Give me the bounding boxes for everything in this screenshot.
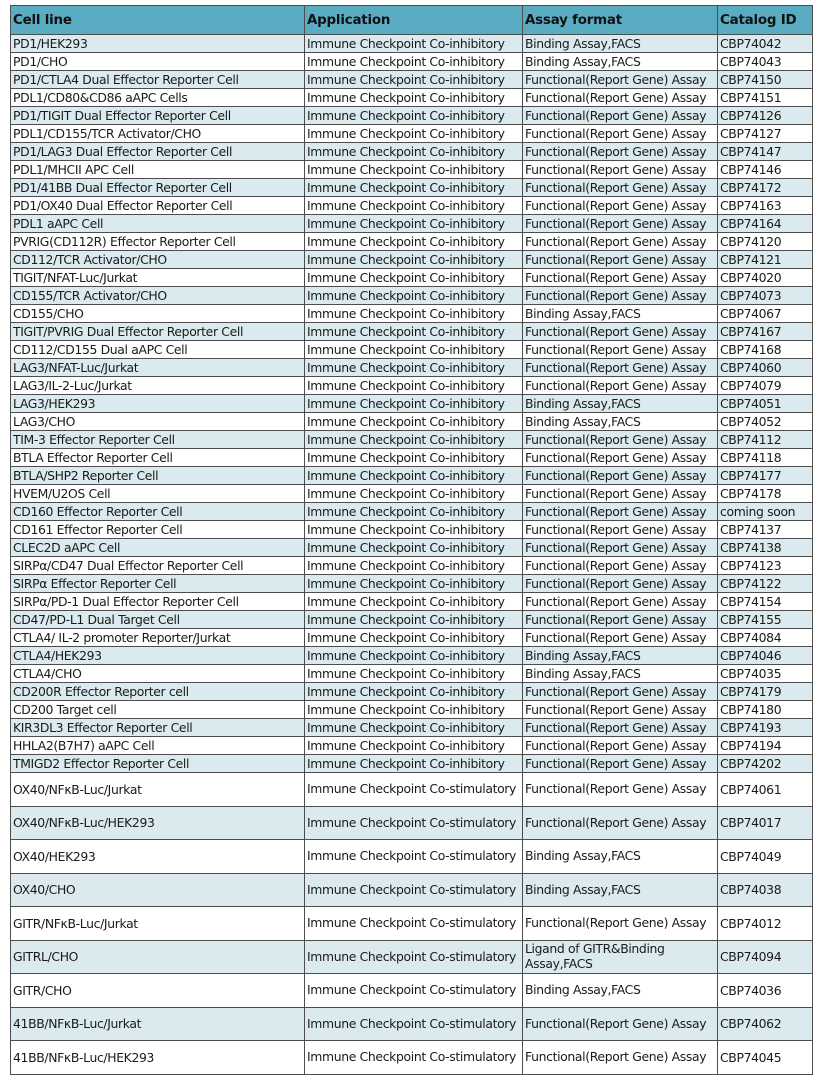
catalog-id-cell: CBP74178 — [718, 485, 813, 503]
cell-line-cell: CTLA4/CHO — [11, 665, 305, 683]
assay-format-cell: Functional(Report Gene) Assay — [523, 161, 718, 179]
assay-format-cell: Functional(Report Gene) Assay — [523, 737, 718, 755]
table-row — [11, 557, 813, 575]
assay-format-cell: Functional(Report Gene) Assay — [523, 359, 718, 377]
table-body — [11, 35, 813, 1075]
cell-line-cell: CD161 Effector Reporter Cell — [11, 521, 305, 539]
assay-format-cell: Functional(Report Gene) Assay — [523, 683, 718, 701]
catalog-id-cell: CBP74121 — [718, 251, 813, 269]
table-row — [11, 251, 813, 269]
catalog-id-cell: CBP74020 — [718, 269, 813, 287]
table-row — [11, 665, 813, 683]
application-cell: Immune Checkpoint Co-stimulatory — [305, 806, 523, 840]
cell-line-cell: SIRPα Effector Reporter Cell — [11, 575, 305, 593]
cell-line-cell: 41BB/NFκB-Luc/HEK293 — [11, 1041, 305, 1075]
catalog-id-cell: CBP74164 — [718, 215, 813, 233]
assay-format-cell: Functional(Report Gene) Assay — [523, 1041, 718, 1075]
application-cell: Immune Checkpoint Co-inhibitory — [305, 521, 523, 539]
catalog-id-cell: CBP74049 — [718, 840, 813, 874]
table-row — [11, 873, 813, 907]
table-row — [11, 431, 813, 449]
catalog-id-cell: CBP74138 — [718, 539, 813, 557]
table-row — [11, 521, 813, 539]
table-row — [11, 143, 813, 161]
table-row — [11, 395, 813, 413]
table-row — [11, 755, 813, 773]
application-cell: Immune Checkpoint Co-stimulatory — [305, 1007, 523, 1041]
header-catalog-id: Catalog ID — [718, 6, 813, 35]
table-row — [11, 1041, 813, 1075]
catalog-id-cell: CBP74118 — [718, 449, 813, 467]
catalog-id-cell: CBP74154 — [718, 593, 813, 611]
cell-line-cell: CD200 Target cell — [11, 701, 305, 719]
catalog-id-cell: CBP74094 — [718, 940, 813, 974]
catalog-id-cell: CBP74123 — [718, 557, 813, 575]
table-row — [11, 629, 813, 647]
assay-format-cell: Functional(Report Gene) Assay — [523, 269, 718, 287]
application-cell: Immune Checkpoint Co-inhibitory — [305, 575, 523, 593]
table-row — [11, 485, 813, 503]
header-application: Application — [305, 6, 523, 35]
cell-line-cell: CD200R Effector Reporter cell — [11, 683, 305, 701]
cell-line-cell: PD1/HEK293 — [11, 35, 305, 53]
catalog-id-cell: CBP74038 — [718, 873, 813, 907]
cell-line-cell: PDL1/CD155/TCR Activator/CHO — [11, 125, 305, 143]
catalog-id-cell: CBP74146 — [718, 161, 813, 179]
assay-format-cell: Functional(Report Gene) Assay — [523, 593, 718, 611]
assay-format-cell: Functional(Report Gene) Assay — [523, 143, 718, 161]
cell-line-cell: PVRIG(CD112R) Effector Reporter Cell — [11, 233, 305, 251]
assay-format-cell: Functional(Report Gene) Assay — [523, 755, 718, 773]
table-row — [11, 287, 813, 305]
table-row — [11, 233, 813, 251]
application-cell: Immune Checkpoint Co-inhibitory — [305, 377, 523, 395]
catalog-id-cell: coming soon — [718, 503, 813, 521]
table-row — [11, 413, 813, 431]
application-cell: Immune Checkpoint Co-inhibitory — [305, 485, 523, 503]
application-cell: Immune Checkpoint Co-inhibitory — [305, 755, 523, 773]
application-cell: Immune Checkpoint Co-inhibitory — [305, 737, 523, 755]
table-row — [11, 1007, 813, 1041]
assay-format-cell: Ligand of GITR&Binding Assay,FACS — [523, 940, 718, 974]
catalog-id-cell: CBP74079 — [718, 377, 813, 395]
catalog-id-cell: CBP74036 — [718, 974, 813, 1008]
catalog-id-cell: CBP74061 — [718, 773, 813, 807]
table-row — [11, 341, 813, 359]
catalog-id-cell: CBP74151 — [718, 89, 813, 107]
assay-format-cell: Binding Assay,FACS — [523, 974, 718, 1008]
assay-format-cell: Binding Assay,FACS — [523, 305, 718, 323]
catalog-id-cell: CBP74163 — [718, 197, 813, 215]
table-row — [11, 907, 813, 941]
cell-line-cell: PD1/TIGIT Dual Effector Reporter Cell — [11, 107, 305, 125]
cell-line-cell: TIGIT/PVRIG Dual Effector Reporter Cell — [11, 323, 305, 341]
application-cell: Immune Checkpoint Co-inhibitory — [305, 467, 523, 485]
assay-format-cell: Functional(Report Gene) Assay — [523, 1007, 718, 1041]
application-cell: Immune Checkpoint Co-stimulatory — [305, 974, 523, 1008]
assay-format-cell: Binding Assay,FACS — [523, 35, 718, 53]
application-cell: Immune Checkpoint Co-inhibitory — [305, 449, 523, 467]
table-row — [11, 161, 813, 179]
catalog-id-cell: CBP74194 — [718, 737, 813, 755]
table-row — [11, 71, 813, 89]
application-cell: Immune Checkpoint Co-inhibitory — [305, 431, 523, 449]
application-cell: Immune Checkpoint Co-inhibitory — [305, 503, 523, 521]
table-row — [11, 449, 813, 467]
cell-line-cell: OX40/HEK293 — [11, 840, 305, 874]
table-row — [11, 701, 813, 719]
cell-line-cell: PD1/41BB Dual Effector Reporter Cell — [11, 179, 305, 197]
cell-line-cell: HVEM/U2OS Cell — [11, 485, 305, 503]
application-cell: Immune Checkpoint Co-inhibitory — [305, 683, 523, 701]
table-row — [11, 940, 813, 974]
catalog-id-cell: CBP74147 — [718, 143, 813, 161]
catalog-id-cell: CBP74167 — [718, 323, 813, 341]
application-cell: Immune Checkpoint Co-inhibitory — [305, 611, 523, 629]
cell-line-cell: OX40/CHO — [11, 873, 305, 907]
assay-format-cell: Binding Assay,FACS — [523, 395, 718, 413]
application-cell: Immune Checkpoint Co-stimulatory — [305, 1041, 523, 1075]
table-row — [11, 323, 813, 341]
cell-line-cell: PDL1 aAPC Cell — [11, 215, 305, 233]
cell-line-cell: PD1/LAG3 Dual Effector Reporter Cell — [11, 143, 305, 161]
table-row — [11, 806, 813, 840]
table-row — [11, 359, 813, 377]
assay-format-cell: Functional(Report Gene) Assay — [523, 179, 718, 197]
cell-line-cell: SIRPα/PD-1 Dual Effector Reporter Cell — [11, 593, 305, 611]
catalog-id-cell: CBP74035 — [718, 665, 813, 683]
assay-format-cell: Binding Assay,FACS — [523, 647, 718, 665]
table-row — [11, 773, 813, 807]
assay-format-cell: Functional(Report Gene) Assay — [523, 89, 718, 107]
assay-format-cell: Binding Assay,FACS — [523, 840, 718, 874]
assay-format-cell: Functional(Report Gene) Assay — [523, 575, 718, 593]
assay-format-cell: Functional(Report Gene) Assay — [523, 521, 718, 539]
catalog-id-cell: CBP74017 — [718, 806, 813, 840]
application-cell: Immune Checkpoint Co-stimulatory — [305, 773, 523, 807]
table-row — [11, 737, 813, 755]
application-cell: Immune Checkpoint Co-inhibitory — [305, 125, 523, 143]
assay-format-cell: Functional(Report Gene) Assay — [523, 107, 718, 125]
catalog-id-cell: CBP74150 — [718, 71, 813, 89]
assay-format-cell: Functional(Report Gene) Assay — [523, 197, 718, 215]
cell-line-cell: TMIGD2 Effector Reporter Cell — [11, 755, 305, 773]
table-row — [11, 539, 813, 557]
application-cell: Immune Checkpoint Co-inhibitory — [305, 53, 523, 71]
assay-format-cell: Functional(Report Gene) Assay — [523, 71, 718, 89]
cell-line-cell: PDL1/CD80&CD86 aAPC Cells — [11, 89, 305, 107]
assay-format-cell: Functional(Report Gene) Assay — [523, 233, 718, 251]
cell-line-cell: 41BB/NFκB-Luc/Jurkat — [11, 1007, 305, 1041]
cell-line-cell: CLEC2D aAPC Cell — [11, 539, 305, 557]
table-header-row — [11, 6, 813, 35]
assay-format-cell: Functional(Report Gene) Assay — [523, 215, 718, 233]
assay-format-cell: Functional(Report Gene) Assay — [523, 341, 718, 359]
application-cell: Immune Checkpoint Co-inhibitory — [305, 341, 523, 359]
cell-line-cell: HHLA2(B7H7) aAPC Cell — [11, 737, 305, 755]
table-row — [11, 179, 813, 197]
catalog-id-cell: CBP74067 — [718, 305, 813, 323]
assay-format-cell: Functional(Report Gene) Assay — [523, 431, 718, 449]
application-cell: Immune Checkpoint Co-inhibitory — [305, 161, 523, 179]
catalog-id-cell: CBP74127 — [718, 125, 813, 143]
application-cell: Immune Checkpoint Co-inhibitory — [305, 71, 523, 89]
cell-line-cell: OX40/NFκB-Luc/Jurkat — [11, 773, 305, 807]
cell-line-cell: GITR/CHO — [11, 974, 305, 1008]
catalog-id-cell: CBP74045 — [718, 1041, 813, 1075]
cell-line-cell: CD155/CHO — [11, 305, 305, 323]
cell-line-cell: LAG3/IL-2-Luc/Jurkat — [11, 377, 305, 395]
cell-line-cell: OX40/NFκB-Luc/HEK293 — [11, 806, 305, 840]
assay-format-cell: Functional(Report Gene) Assay — [523, 467, 718, 485]
application-cell: Immune Checkpoint Co-inhibitory — [305, 287, 523, 305]
cell-line-cell: CD160 Effector Reporter Cell — [11, 503, 305, 521]
application-cell: Immune Checkpoint Co-stimulatory — [305, 907, 523, 941]
table-row — [11, 719, 813, 737]
application-cell: Immune Checkpoint Co-inhibitory — [305, 557, 523, 575]
assay-format-cell: Functional(Report Gene) Assay — [523, 557, 718, 575]
application-cell: Immune Checkpoint Co-inhibitory — [305, 143, 523, 161]
cell-line-cell: PD1/CTLA4 Dual Effector Reporter Cell — [11, 71, 305, 89]
assay-format-cell: Functional(Report Gene) Assay — [523, 323, 718, 341]
assay-format-cell: Functional(Report Gene) Assay — [523, 773, 718, 807]
catalog-id-cell: CBP74052 — [718, 413, 813, 431]
catalog-id-cell: CBP74060 — [718, 359, 813, 377]
cell-line-cell: LAG3/NFAT-Luc/Jurkat — [11, 359, 305, 377]
cell-line-cell: LAG3/HEK293 — [11, 395, 305, 413]
catalog-id-cell: CBP74120 — [718, 233, 813, 251]
cell-line-cell: CD47/PD-L1 Dual Target Cell — [11, 611, 305, 629]
application-cell: Immune Checkpoint Co-inhibitory — [305, 701, 523, 719]
catalog-id-cell: CBP74155 — [718, 611, 813, 629]
table-row — [11, 125, 813, 143]
application-cell: Immune Checkpoint Co-stimulatory — [305, 873, 523, 907]
table-row — [11, 53, 813, 71]
application-cell: Immune Checkpoint Co-inhibitory — [305, 719, 523, 737]
table-row — [11, 377, 813, 395]
application-cell: Immune Checkpoint Co-inhibitory — [305, 107, 523, 125]
cell-line-cell: CD112/CD155 Dual aAPC Cell — [11, 341, 305, 359]
catalog-id-cell: CBP74137 — [718, 521, 813, 539]
application-cell: Immune Checkpoint Co-inhibitory — [305, 593, 523, 611]
application-cell: Immune Checkpoint Co-inhibitory — [305, 215, 523, 233]
assay-format-cell: Functional(Report Gene) Assay — [523, 377, 718, 395]
assay-format-cell: Functional(Report Gene) Assay — [523, 806, 718, 840]
application-cell: Immune Checkpoint Co-inhibitory — [305, 539, 523, 557]
assay-format-cell: Functional(Report Gene) Assay — [523, 251, 718, 269]
table-row — [11, 215, 813, 233]
cell-line-cell: CTLA4/HEK293 — [11, 647, 305, 665]
table-row — [11, 840, 813, 874]
table-row — [11, 107, 813, 125]
cell-line-cell: PD1/CHO — [11, 53, 305, 71]
application-cell: Immune Checkpoint Co-inhibitory — [305, 197, 523, 215]
assay-format-cell: Binding Assay,FACS — [523, 413, 718, 431]
catalog-id-cell: CBP74177 — [718, 467, 813, 485]
header-assay-format: Assay format — [523, 6, 718, 35]
table-row — [11, 89, 813, 107]
application-cell: Immune Checkpoint Co-stimulatory — [305, 840, 523, 874]
assay-format-cell: Functional(Report Gene) Assay — [523, 449, 718, 467]
application-cell: Immune Checkpoint Co-inhibitory — [305, 251, 523, 269]
table-row — [11, 593, 813, 611]
assay-format-cell: Functional(Report Gene) Assay — [523, 719, 718, 737]
application-cell: Immune Checkpoint Co-inhibitory — [305, 233, 523, 251]
cell-line-cell: GITR/NFκB-Luc/Jurkat — [11, 907, 305, 941]
cell-line-cell: TIM-3 Effector Reporter Cell — [11, 431, 305, 449]
cell-line-cell: PD1/OX40 Dual Effector Reporter Cell — [11, 197, 305, 215]
table-row — [11, 575, 813, 593]
table-container — [10, 5, 812, 1075]
application-cell: Immune Checkpoint Co-inhibitory — [305, 35, 523, 53]
application-cell: Immune Checkpoint Co-stimulatory — [305, 940, 523, 974]
catalog-id-cell: CBP74051 — [718, 395, 813, 413]
cell-line-cell: CD155/TCR Activator/CHO — [11, 287, 305, 305]
cell-line-table — [10, 5, 813, 1075]
assay-format-cell: Functional(Report Gene) Assay — [523, 701, 718, 719]
table-row — [11, 467, 813, 485]
catalog-id-cell: CBP74202 — [718, 755, 813, 773]
application-cell: Immune Checkpoint Co-inhibitory — [305, 305, 523, 323]
cell-line-cell: BTLA/SHP2 Reporter Cell — [11, 467, 305, 485]
cell-line-cell: LAG3/CHO — [11, 413, 305, 431]
table-row — [11, 35, 813, 53]
table-row — [11, 197, 813, 215]
catalog-id-cell: CBP74042 — [718, 35, 813, 53]
application-cell: Immune Checkpoint Co-inhibitory — [305, 629, 523, 647]
assay-format-cell: Binding Assay,FACS — [523, 53, 718, 71]
assay-format-cell: Functional(Report Gene) Assay — [523, 907, 718, 941]
application-cell: Immune Checkpoint Co-inhibitory — [305, 323, 523, 341]
header-cell-line: Cell line — [11, 6, 305, 35]
catalog-id-cell: CBP74180 — [718, 701, 813, 719]
assay-format-cell: Functional(Report Gene) Assay — [523, 539, 718, 557]
catalog-id-cell: CBP74046 — [718, 647, 813, 665]
cell-line-cell: PDL1/MHCII APC Cell — [11, 161, 305, 179]
application-cell: Immune Checkpoint Co-inhibitory — [305, 665, 523, 683]
table-row — [11, 647, 813, 665]
assay-format-cell: Functional(Report Gene) Assay — [523, 503, 718, 521]
cell-line-cell: TIGIT/NFAT-Luc/Jurkat — [11, 269, 305, 287]
catalog-id-cell: CBP74179 — [718, 683, 813, 701]
catalog-id-cell: CBP74073 — [718, 287, 813, 305]
table-row — [11, 503, 813, 521]
assay-format-cell: Binding Assay,FACS — [523, 873, 718, 907]
catalog-id-cell: CBP74043 — [718, 53, 813, 71]
catalog-id-cell: CBP74084 — [718, 629, 813, 647]
catalog-id-cell: CBP74012 — [718, 907, 813, 941]
table-row — [11, 974, 813, 1008]
catalog-id-cell: CBP74062 — [718, 1007, 813, 1041]
assay-format-cell: Binding Assay,FACS — [523, 665, 718, 683]
catalog-id-cell: CBP74112 — [718, 431, 813, 449]
table-row — [11, 305, 813, 323]
cell-line-cell: GITRL/CHO — [11, 940, 305, 974]
catalog-id-cell: CBP74172 — [718, 179, 813, 197]
cell-line-cell: CTLA4/ IL-2 promoter Reporter/Jurkat — [11, 629, 305, 647]
catalog-id-cell: CBP74126 — [718, 107, 813, 125]
application-cell: Immune Checkpoint Co-inhibitory — [305, 359, 523, 377]
catalog-id-cell: CBP74122 — [718, 575, 813, 593]
application-cell: Immune Checkpoint Co-inhibitory — [305, 89, 523, 107]
application-cell: Immune Checkpoint Co-inhibitory — [305, 395, 523, 413]
application-cell: Immune Checkpoint Co-inhibitory — [305, 179, 523, 197]
cell-line-cell: KIR3DL3 Effector Reporter Cell — [11, 719, 305, 737]
assay-format-cell: Functional(Report Gene) Assay — [523, 485, 718, 503]
assay-format-cell: Functional(Report Gene) Assay — [523, 611, 718, 629]
cell-line-cell: SIRPα/CD47 Dual Effector Reporter Cell — [11, 557, 305, 575]
assay-format-cell: Functional(Report Gene) Assay — [523, 629, 718, 647]
application-cell: Immune Checkpoint Co-inhibitory — [305, 413, 523, 431]
table-row — [11, 611, 813, 629]
assay-format-cell: Functional(Report Gene) Assay — [523, 125, 718, 143]
assay-format-cell: Functional(Report Gene) Assay — [523, 287, 718, 305]
catalog-id-cell: CBP74193 — [718, 719, 813, 737]
table-row — [11, 269, 813, 287]
catalog-id-cell: CBP74168 — [718, 341, 813, 359]
table-row — [11, 683, 813, 701]
application-cell: Immune Checkpoint Co-inhibitory — [305, 647, 523, 665]
application-cell: Immune Checkpoint Co-inhibitory — [305, 269, 523, 287]
cell-line-cell: BTLA Effector Reporter Cell — [11, 449, 305, 467]
cell-line-cell: CD112/TCR Activator/CHO — [11, 251, 305, 269]
